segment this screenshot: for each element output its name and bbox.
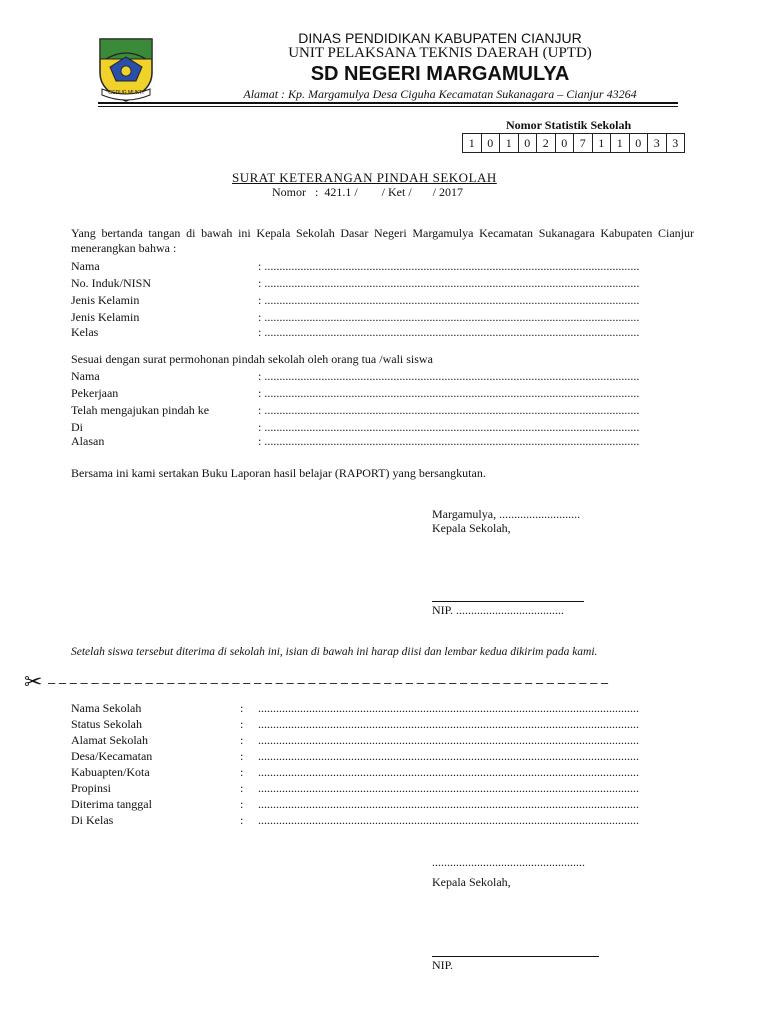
field-label: Jenis Kelamin — [71, 293, 140, 307]
sig2-role: Kepala Sekolah, — [432, 875, 511, 889]
field-fill[interactable]: : ............................................................................................................................. — [258, 259, 640, 273]
nss-digit: 1 — [611, 134, 630, 153]
nss-digit: 1 — [463, 134, 482, 153]
nss-digit: 0 — [555, 134, 574, 153]
recv-fill[interactable]: ............................................................................................................................... — [258, 749, 639, 763]
recv-colon: : — [240, 749, 244, 763]
recv-colon: : — [240, 797, 244, 811]
header-agency: DINAS PENDIDIKAN KABUPATEN CIANJUR — [298, 30, 582, 46]
recv-label: Desa/Kecamatan — [71, 749, 153, 763]
sig1-role: Kepala Sekolah, — [432, 521, 511, 535]
header-address: Alamat : Kp. Margamulya Desa Ciguha Kecamatan Sukanagara – Cianjur 43264 — [243, 87, 637, 101]
recv-fill[interactable]: ............................................................................................................................... — [258, 781, 639, 795]
sig2-place: ................................................... — [432, 855, 585, 869]
recv-label: Diterima tanggal — [71, 797, 152, 811]
nss-digit: 0 — [629, 134, 648, 153]
nss-digit: 3 — [666, 134, 685, 153]
field-fill[interactable]: : ............................................................................................................................. — [258, 276, 640, 290]
field-fill[interactable]: : ............................................................................................................................. — [258, 420, 640, 434]
recv-label: Nama Sekolah — [71, 701, 142, 715]
recv-colon: : — [240, 781, 244, 795]
field-fill[interactable]: : ............................................................................................................................. — [258, 369, 640, 383]
field-label: Jenis Kelamin — [71, 310, 140, 324]
recv-fill[interactable]: ............................................................................................................................... — [258, 765, 639, 779]
header-unit: UNIT PELAKSANA TEKNIS DAERAH (UPTD) — [288, 45, 592, 61]
field-label: Kelas — [71, 325, 99, 339]
cut-line: – – – – – – – – – – – – – – – – – – – – – – – – – – – – – – – – – – – – – – – – – – – – – – – – – – – – — [48, 675, 609, 690]
sig1-place: Margamulya, ........................... — [432, 507, 581, 521]
nss-digit: 3 — [648, 134, 667, 153]
field-fill[interactable]: : ............................................................................................................................. — [258, 434, 640, 448]
field-fill[interactable]: : ............................................................................................................................. — [258, 386, 640, 400]
recv-fill[interactable]: ............................................................................................................................... — [258, 813, 639, 827]
nss-digit: 0 — [481, 134, 500, 153]
field-fill[interactable]: : ............................................................................................................................. — [258, 293, 640, 307]
sig2-line — [432, 956, 599, 957]
recv-label: Di Kelas — [71, 813, 114, 827]
recv-colon: : — [240, 813, 244, 827]
scissors-icon: ✂ — [24, 669, 43, 694]
recv-fill[interactable]: ............................................................................................................................... — [258, 717, 639, 731]
recv-label: Propinsi — [71, 781, 112, 795]
nss-boxes — [462, 133, 685, 153]
field-label: Alasan — [71, 434, 105, 448]
header-school: SD NEGERI MARGAMULYA — [310, 63, 570, 85]
nss-digit: 1 — [500, 134, 519, 153]
nss-digit: 0 — [518, 134, 537, 153]
nss-digit: 7 — [574, 134, 593, 153]
recv-fill[interactable]: ............................................................................................................................... — [258, 701, 639, 715]
recv-label: Kabuapten/Kota — [71, 765, 150, 779]
recv-fill[interactable]: ............................................................................................................................... — [258, 733, 639, 747]
recv-colon: : — [240, 701, 244, 715]
nss-label: Nomor Statistik Sekolah — [506, 118, 632, 132]
field-fill[interactable]: : ............................................................................................................................. — [258, 325, 640, 339]
recv-fill[interactable]: ............................................................................................................................... — [258, 797, 639, 811]
field-label: Nama — [71, 369, 100, 383]
recv-colon: : — [240, 717, 244, 731]
field-fill[interactable]: : ............................................................................................................................. — [258, 310, 640, 324]
field-fill[interactable]: : ............................................................................................................................. — [258, 403, 640, 417]
recv-label: Alamat Sekolah — [71, 733, 148, 747]
sig1-line — [432, 601, 584, 602]
field-label: Telah mengajukan pindah ke — [71, 403, 210, 417]
logo-motto: GEDUG MUKTI — [108, 90, 144, 96]
letter-number: Nomor : 421.1 / / Ket / / 2017 — [272, 185, 463, 199]
school-logo — [96, 37, 156, 103]
nss-digit: 1 — [592, 134, 611, 153]
field-label: No. Induk/NISN — [71, 276, 151, 290]
letter-closing: Bersama ini kami sertakan Buku Laporan hasil belajar (RAPORT) yang bersangkutan. — [71, 466, 486, 480]
recv-colon: : — [240, 765, 244, 779]
field-label: Nama — [71, 259, 100, 273]
header-rule — [98, 102, 678, 107]
letter-intro: Yang bertanda tangan di bawah ini Kepala Sekolah Dasar Negeri Margamulya Kecamatan Sukanagara Kabupaten Cianjur menerangkan bahwa : — [71, 226, 694, 255]
recv-label: Status Sekolah — [71, 717, 142, 731]
sig2-nip: NIP. — [432, 958, 454, 972]
nss-digit: 2 — [537, 134, 556, 153]
letter-title: SURAT KETERANGAN PINDAH SEKOLAH — [232, 170, 497, 185]
letter-para2: Sesuai dengan surat permohonan pindah sekolah oleh orang tua /wali siswa — [71, 352, 433, 366]
field-label: Pekerjaan — [71, 386, 119, 400]
cut-note: Setelah siswa tersebut diterima di sekolah ini, isian di bawah ini harap diisi dan lembar kedua dikirim pada kami. — [71, 646, 598, 658]
field-label: Di — [71, 420, 83, 434]
recv-colon: : — [240, 733, 244, 747]
sig1-nip: NIP. .................................... — [432, 603, 565, 617]
